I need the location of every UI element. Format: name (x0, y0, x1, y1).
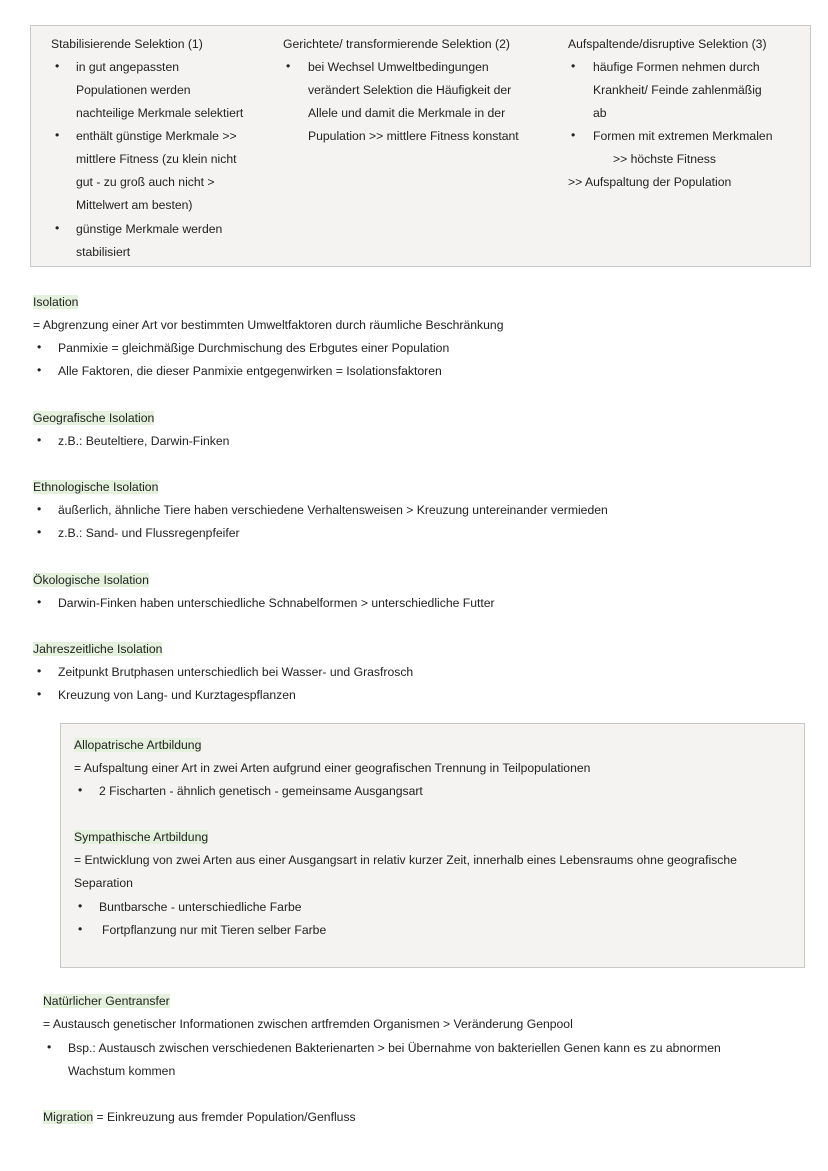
col2-b1-l4: Pupulation >> mittlere Fitness konstant (308, 129, 519, 143)
col1-b1-l1: in gut angepassten (76, 60, 179, 74)
gentransfer-bullet-1b: Wachstum kommen (68, 1064, 176, 1078)
col3-b2-l1: Formen mit extremen Merkmalen (593, 129, 773, 143)
oeko-heading: Ökologische Isolation (33, 573, 149, 587)
isolation-heading: Isolation (33, 295, 79, 309)
gentransfer-heading: Natürlicher Gentransfer (43, 994, 170, 1008)
jahr-bullet-1: Zeitpunkt Brutphasen unterschiedlich bei Wasser- und Grasfrosch (58, 665, 414, 679)
bullet-icon: • (37, 664, 42, 678)
bullet-icon: • (37, 363, 42, 377)
col3-title: Aufspaltende/disruptive Selektion (3) (568, 37, 767, 51)
ethno-bullet-1: äußerlich, ähnliche Tiere haben verschiedene Verhaltensweisen > Kreuzung untereinander vermieden (58, 503, 608, 517)
ethno-bullet-2: z.B.: Sand- und Flussregenpfeifer (58, 526, 240, 540)
bullet-icon: • (37, 340, 42, 354)
bullet-icon: • (78, 899, 83, 913)
sym-definition-2: Separation (74, 876, 133, 890)
bullet-icon: • (78, 783, 83, 797)
jahr-heading: Jahreszeitliche Isolation (33, 642, 163, 656)
jahr-bullet-2: Kreuzung von Lang- und Kurztagespflanzen (58, 688, 296, 702)
migration-definition: = Einkreuzung aus fremder Population/Genfluss (96, 1110, 356, 1124)
col3-tail: >> Aufspaltung der Population (568, 175, 732, 189)
bullet-icon: • (47, 1040, 52, 1054)
bullet-icon: • (37, 502, 42, 516)
col2-b1-l1: bei Wechsel Umweltbedingungen (308, 60, 489, 74)
col2-b1-l3: Allele und damit die Merkmale in der (308, 106, 506, 120)
sym-bullet-1: Buntbarsche - unterschiedliche Farbe (99, 900, 302, 914)
bullet-icon: • (37, 525, 42, 539)
migration-term: Migration (43, 1110, 94, 1124)
bullet-icon: • (37, 595, 42, 609)
col1-b2-l1: enthält günstige Merkmale >> (76, 129, 237, 143)
bullet-icon: • (55, 221, 60, 235)
isolation-bullet-2: Alle Faktoren, die dieser Panmixie entgegenwirken = Isolationsfaktoren (58, 364, 442, 378)
col2-title: Gerichtete/ transformierende Selektion (2) (283, 37, 510, 51)
col1-b2-l2: mittlere Fitness (zu klein nicht (76, 152, 237, 166)
col1-b2-l4: Mittelwert am besten) (76, 198, 193, 212)
gentransfer-definition: = Austausch genetischer Informationen zwischen artfremden Organismen > Veränderung Genpool (43, 1017, 573, 1031)
bullet-icon: • (55, 128, 60, 142)
col3-b1-l3: ab (593, 106, 607, 120)
sym-definition-1: = Entwicklung von zwei Arten aus einer Ausgangsart in relativ kurzer Zeit, innerhalb eines Lebensraums ohne geografische (74, 853, 737, 867)
geo-heading: Geografische Isolation (33, 411, 155, 425)
allo-definition: = Aufspaltung einer Art in zwei Arten aufgrund einer geografischen Trennung in Teilpopulationen (74, 761, 591, 775)
col3-b2-l2: >> höchste Fitness (613, 152, 716, 166)
oeko-bullet-1: Darwin-Finken haben unterschiedliche Schnabelformen > unterschiedliche Futter (58, 596, 495, 610)
col1-b3-l1: günstige Merkmale werden (76, 222, 223, 236)
col1-b2-l3: gut - zu groß auch nicht > (76, 175, 215, 189)
allo-heading: Allopatrische Artbildung (74, 738, 202, 752)
col3-b1-l1: häufige Formen nehmen durch (593, 60, 760, 74)
bullet-icon: • (286, 59, 291, 73)
bullet-icon: • (55, 59, 60, 73)
col1-b1-l2: Populationen werden (76, 83, 191, 97)
isolation-definition: = Abgrenzung einer Art vor bestimmten Umweltfaktoren durch räumliche Beschränkung (33, 318, 504, 332)
col2-b1-l2: verändert Selektion die Häufigkeit der (308, 83, 512, 97)
col1-title: Stabilisierende Selektion (1) (51, 37, 203, 51)
bullet-icon: • (571, 59, 576, 73)
bullet-icon: • (37, 687, 42, 701)
col1-b3-l2: stabilisiert (76, 245, 131, 259)
bullet-icon: • (37, 433, 42, 447)
ethno-heading: Ethnologische Isolation (33, 480, 159, 494)
allo-bullet-1: 2 Fischarten - ähnlich genetisch - gemeinsame Ausgangsart (99, 784, 423, 798)
isolation-bullet-1: Panmixie = gleichmäßige Durchmischung des Erbgutes einer Population (58, 341, 450, 355)
geo-bullet-1: z.B.: Beuteltiere, Darwin-Finken (58, 434, 230, 448)
sym-bullet-2: Fortpflanzung nur mit Tieren selber Farbe (102, 923, 327, 937)
col1-b1-l3: nachteilige Merkmale selektiert (76, 106, 244, 120)
bullet-icon: • (78, 922, 83, 936)
sym-heading: Sympathische Artbildung (74, 830, 209, 844)
bullet-icon: • (571, 128, 576, 142)
col3-b1-l2: Krankheit/ Feinde zahlenmäßig (593, 83, 762, 97)
gentransfer-bullet-1a: Bsp.: Austausch zwischen verschiedenen Bakterienarten > bei Übernahme von bakteriellen Genen kann es zu abnormen (68, 1041, 721, 1055)
